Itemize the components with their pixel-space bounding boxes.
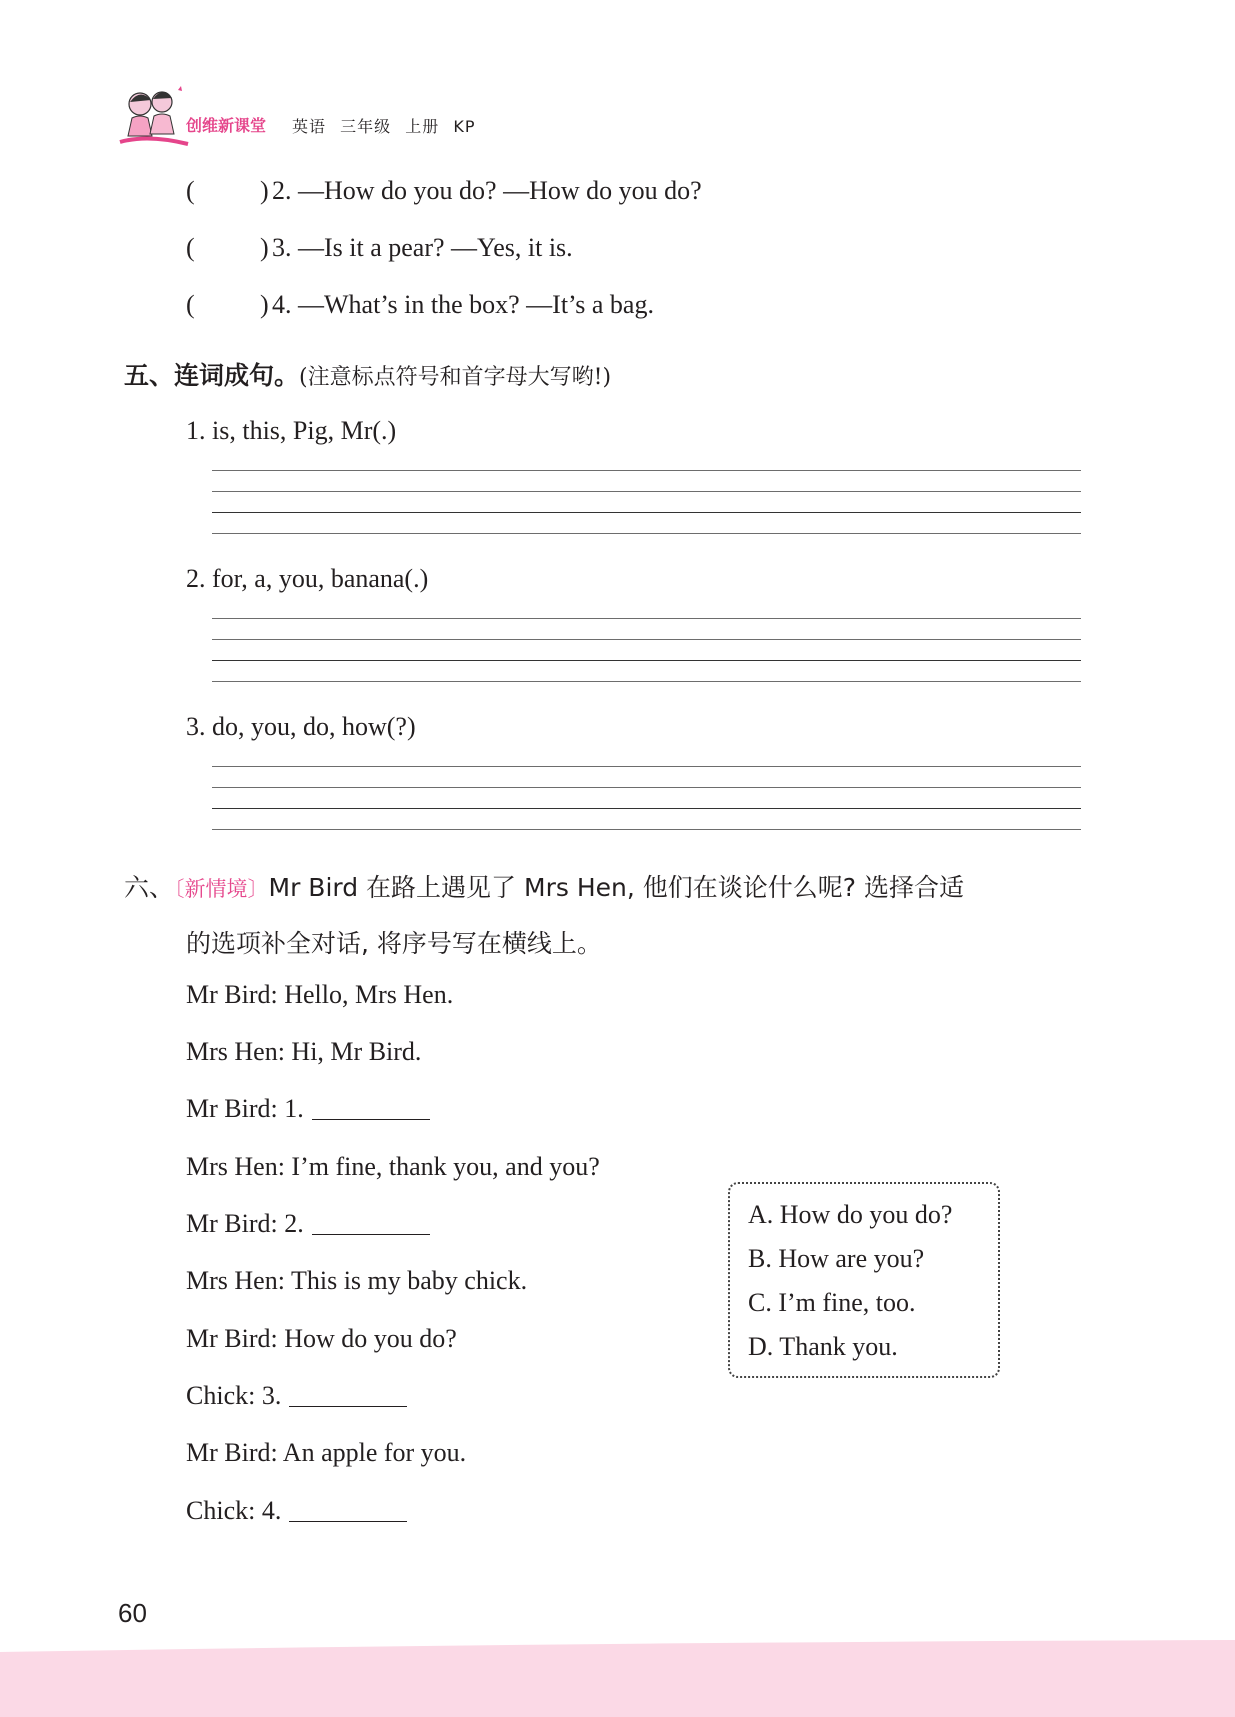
- dialogue-text: Chick: 4.: [186, 1496, 282, 1525]
- dialogue-line: [186, 1496, 407, 1526]
- options-box: [728, 1182, 1000, 1378]
- footer-band: [0, 1640, 1235, 1717]
- answer-blank[interactable]: [289, 1384, 407, 1407]
- series-title: 创维新课堂: [186, 116, 267, 135]
- section-6-number: 六、: [124, 873, 175, 902]
- dialogue-line: Mrs Hen: I’m fine, thank you, and you?: [186, 1152, 600, 1181]
- question-row: [186, 176, 886, 208]
- writing-lines[interactable]: [212, 618, 1081, 682]
- question-text: 3. —Is it a pear? —Yes, it is.: [272, 233, 573, 262]
- answer-paren-open: (: [186, 233, 195, 262]
- answer-blank[interactable]: [289, 1499, 407, 1522]
- kids-logo-icon: [118, 84, 190, 152]
- writing-lines[interactable]: [212, 766, 1081, 830]
- dialogue-line: [186, 1209, 430, 1239]
- dialogue-line: Mr Bird: An apple for you.: [186, 1438, 467, 1467]
- new-context-tag: 〔新情境〕: [174, 877, 269, 901]
- section-6-heading: [124, 868, 964, 904]
- book-subject: 英语: [292, 117, 327, 136]
- answer-blank[interactable]: [312, 1097, 430, 1120]
- dialogue-line: Mrs Hen: Hi, Mr Bird.: [186, 1037, 422, 1066]
- answer-blank[interactable]: [312, 1212, 430, 1235]
- sentence-item: 3. do, you, do, how(?): [186, 712, 416, 741]
- answer-paren-open: (: [186, 290, 195, 319]
- section-6-title-line1: Mr Bird 在路上遇见了 Mrs Hen, 他们在谈论什么呢? 选择合适: [268, 873, 964, 902]
- page-number: 60: [118, 1598, 147, 1628]
- sentence-item: 2. for, a, you, banana(.): [186, 564, 429, 593]
- book-edition: KP: [453, 117, 476, 136]
- answer-paren-open: (: [186, 176, 195, 205]
- dialogue-line: [186, 1381, 407, 1411]
- section-5-title: 五、连词成句。: [124, 361, 300, 390]
- dialogue-line: Mrs Hen: This is my baby chick.: [186, 1266, 528, 1295]
- question-row: [186, 290, 886, 322]
- dialogue-line: Mr Bird: Hello, Mrs Hen.: [186, 980, 454, 1009]
- question-row: [186, 233, 886, 265]
- book-info: [292, 114, 483, 137]
- dialogue-line: Mr Bird: How do you do?: [186, 1324, 457, 1353]
- section-5-heading: [124, 356, 611, 392]
- dialogue-text: Mr Bird: 1.: [186, 1094, 304, 1123]
- dialogue-line: [186, 1094, 430, 1124]
- option-b: B. How are you?: [748, 1244, 925, 1273]
- section-6-title-line2: 的选项补全对话, 将序号写在横线上。: [186, 929, 602, 958]
- answer-paren-close: ): [260, 290, 269, 319]
- dialogue-text: Mr Bird: 2.: [186, 1209, 304, 1238]
- option-c: C. I’m fine, too.: [748, 1288, 916, 1317]
- book-grade: 三年级: [340, 117, 392, 136]
- sentence-item: 1. is, this, Pig, Mr(.): [186, 416, 397, 445]
- section-5-note: (注意标点符号和首字母大写哟!): [299, 365, 612, 390]
- option-d: D. Thank you.: [748, 1332, 898, 1361]
- book-volume: 上册: [405, 117, 440, 136]
- answer-paren-close: ): [260, 233, 269, 262]
- option-a: A. How do you do?: [748, 1200, 953, 1229]
- writing-lines[interactable]: [212, 470, 1081, 534]
- question-text: 2. —How do you do? —How do you do?: [272, 176, 702, 205]
- dialogue-text: Chick: 3.: [186, 1381, 282, 1410]
- question-text: 4. —What’s in the box? —It’s a bag.: [272, 290, 654, 319]
- answer-paren-close: ): [260, 176, 269, 205]
